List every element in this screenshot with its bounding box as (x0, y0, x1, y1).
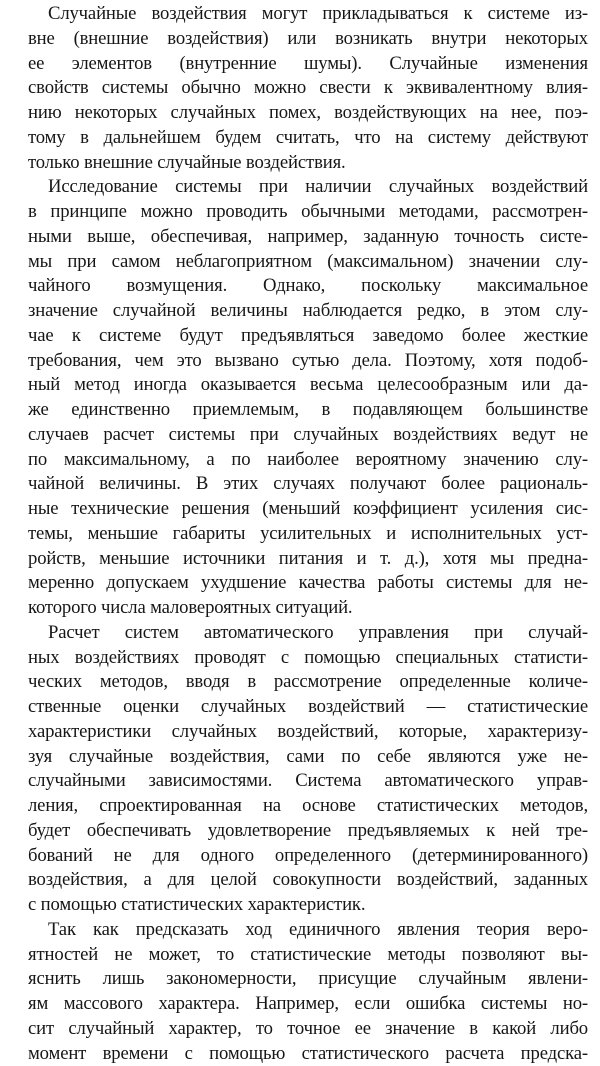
text-line: по максимальному, а по наиболее вероятному значению слу- (10, 448, 588, 473)
text-line: ственные оценки случайных воздействий — статистические (10, 695, 588, 720)
text-line: темы, меньшие габариты усилительных и исполнительных уст- (10, 522, 588, 547)
text-line: ятностей не может, то статистические методы позволяют вы- (10, 943, 588, 968)
text-line: ям массового характера. Например, если ошибка системы но- (10, 992, 588, 1017)
text-line: сит случайный характер, то точное ее значение в какой либо (10, 1017, 588, 1042)
text-line: тому в дальнейшем будем считать, что на систему действуют (10, 126, 588, 151)
text-line: случайными зависимостями. Система автоматического управ- (10, 769, 588, 794)
text-line: случаев расчет системы при случайных воздействиях ведут не (10, 423, 588, 448)
text-line: яснить лишь закономерности, присущие случайным явлени- (10, 967, 588, 992)
text-line: ления, спроектированная на основе статистических методов, (10, 794, 588, 819)
text-line: чайного возмущения. Однако, поскольку максимальное (10, 274, 588, 299)
text-line: чае к системе будут предъявляться заведомо более жесткие (10, 324, 588, 349)
text-line: которого числа маловероятных ситуаций. (10, 596, 588, 621)
paragraph-4 (10, 918, 588, 1066)
text-line: ные технические решения (меньший коэффициент усиления сис- (10, 497, 588, 522)
text-line: с помощью статистических характеристик. (10, 893, 588, 918)
text-line: ных воздействиях проводят с помощью специальных статисти- (10, 646, 588, 671)
text-line: меренно допускаем ухудшение качества работы системы для не- (10, 571, 588, 596)
text-line: бований не для одного определенного (детерминированного) (10, 844, 588, 869)
text-line: ный метод иногда оказывается весьма целесообразным или да- (10, 373, 588, 398)
text-line: только внешние случайные воздействия. (10, 151, 588, 176)
text-line: ными выше, обеспечивая, например, заданную точность систе- (10, 225, 588, 250)
text-line: чайной величины. В этих случаях получают более рациональ- (10, 472, 588, 497)
paragraph-3 (10, 621, 588, 918)
text-line: свойств системы обычно можно свести к эквивалентному влия- (10, 76, 588, 101)
text-line: Расчет систем автоматического управления при случай- (10, 621, 588, 646)
text-line: Исследование системы при наличии случайных воздействий (10, 175, 588, 200)
text-line: в принципе можно проводить обычными методами, рассмотрен- (10, 200, 588, 225)
paragraph-2 (10, 175, 588, 621)
text-line: ческих методов, вводя в рассмотрение определенные количе- (10, 670, 588, 695)
text-line: требования, чем это вызвано сутью дела. Поэтому, хотя подоб- (10, 349, 588, 374)
text-line: нию некоторых случайных помех, воздействующих на нее, поэ- (10, 101, 588, 126)
document-page (10, 2, 588, 1066)
text-line: ее элементов (внутренние шумы). Случайные изменения (10, 52, 588, 77)
text-line: Случайные воздействия могут прикладываться к системе из- (10, 2, 588, 27)
text-line: же единственно приемлемым, в подавляющем большинстве (10, 398, 588, 423)
text-line: будет обеспечивать удовлетворение предъявляемых к ней тре- (10, 819, 588, 844)
text-line: ройств, меньшие источники питания и т. д.), хотя мы предна- (10, 547, 588, 572)
text-line: зуя случайные воздействия, сами по себе являются уже не- (10, 745, 588, 770)
text-line: момент времени с помощью статистического расчета предска- (10, 1042, 588, 1066)
text-line: вне (внешние воздействия) или возникать внутри некоторых (10, 27, 588, 52)
text-line: Так как предсказать ход единичного явления теория веро- (10, 918, 588, 943)
paragraph-1 (10, 2, 588, 175)
text-line: значение случайной величины наблюдается редко, в этом слу- (10, 299, 588, 324)
text-line: воздействия, а для целой совокупности воздействий, заданных (10, 868, 588, 893)
text-line: характеристики случайных воздействий, которые, характеризу- (10, 720, 588, 745)
text-line: мы при самом неблагоприятном (максимальном) значении слу- (10, 250, 588, 275)
